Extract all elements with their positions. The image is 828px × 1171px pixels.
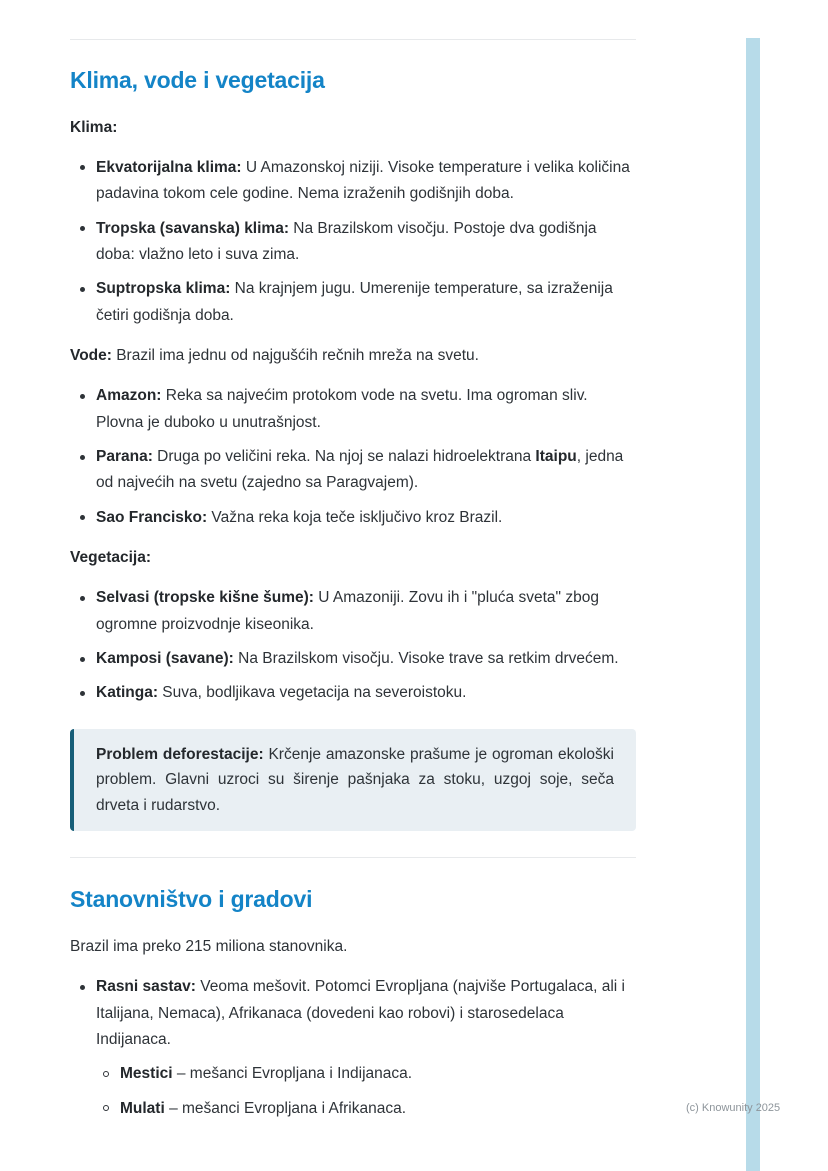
rasni-sastav-sublist [96,1061,636,1122]
callout-text: Problem deforestacije: Krčenje amazonske prašume je ogroman ekološki problem. Glavni uzroci su širenje pašnjaka za stoku, uzgoj soje, seča drveta i rudarstvo. [96,745,614,814]
section-title-stanovnistvo-gradovi: Stanovništvo i gradovi [70,886,313,913]
klima-list [70,155,636,329]
list-item-katinga: Katinga: Suva, bodljikava vegetacija na severoistoku. [96,680,636,706]
list-item-suptropska-klima: Suptropska klima: Na krajnjem jugu. Umerenije temperature, sa izraženija četiri godišnja doba. [96,276,636,329]
list-item-rasni-sastav [96,974,636,1122]
vode-list [70,383,636,531]
sublist-item-mestici: Mestici – mešanci Evropljana i Indijanaca. [120,1061,636,1087]
section-divider-middle [70,857,636,858]
list-item-sao-francisko: Sao Francisko: Važna reka koja teče isključivo kroz Brazil. [96,505,636,531]
callout-problem-deforestacije [70,729,636,832]
section-title-klima-vode-vegetacija: Klima, vode i vegetacija [70,67,325,93]
list-item-selvasi: Selvasi (tropske kišne šume): U Amazoniji. Zovu ih i "pluća sveta" zbog ogromne proizvodnje kiseonika. [96,585,636,638]
list-item-parana: Parana: Druga po veličini reka. Na njoj se nalazi hidroelektrana Itaipu, jedna od najvećih na svetu (zajedno sa Paragvajem). [96,444,636,497]
stanovnistvo-intro: Brazil ima preko 215 miliona stanovnika. [70,938,348,956]
sublist-item-mulati: Mulati – mešanci Evropljana i Afrikanaca. [120,1096,636,1122]
list-item-tropska-klima: Tropska (savanska) klima: Na Brazilskom visočju. Postoje dva godišnja doba: vlažno leto i suva zima. [96,216,636,269]
list-item-ekvatorijalna-klima: Ekvatorijalna klima: U Amazonskoj niziji. Visoke temperature i velika količina padavina tokom cele godine. Nema izraženih godišnjih doba. [96,155,636,208]
scrollbar-thumb[interactable] [746,38,760,1171]
vegetacija-label: Vegetacija: [70,549,151,567]
stanovnistvo-list [70,974,636,1122]
copyright-watermark: (c) Knowunity 2025 [686,1102,781,1114]
rasni-sastav-text: Rasni sastav: Veoma mešovit. Potomci Evropljana (najviše Portugalaca, ali i Italijana, Nemaca), Afrikanaca (dovedeni kao robovi) i starosedelaca Indijanaca. [96,978,625,1049]
document-content [70,0,636,1136]
list-item-kamposi: Kamposi (savane): Na Brazilskom visočju. Visoke trave sa retkim drvećem. [96,646,636,672]
list-item-amazon: Amazon: Reka sa najvećim protokom vode na svetu. Ima ogroman sliv. Plovna je duboko u unutrašnjost. [96,383,636,436]
klima-label: Klima: [70,118,118,136]
vegetacija-list [70,585,636,706]
vode-intro: Vode: Brazil ima jednu od najgušćih rečnih mreža na svetu. [70,347,479,364]
section-divider-top [70,39,636,40]
